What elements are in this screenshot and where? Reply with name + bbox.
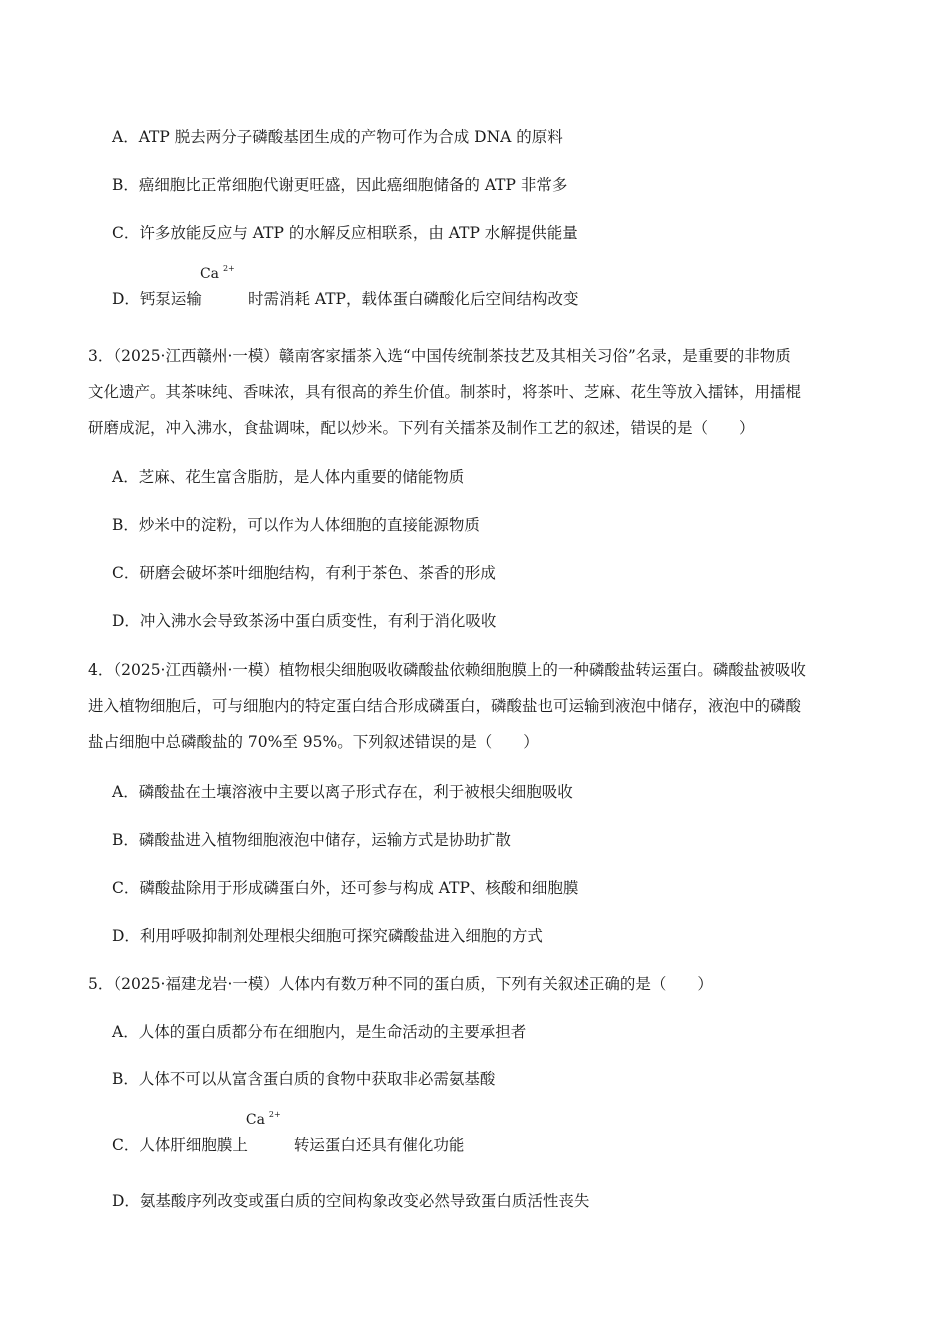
calcium-charge: 2+: [268, 1110, 281, 1119]
question-4-line-3: 盐占细胞中总磷酸盐的 70%至 95%。下列叙述错误的是（ ）: [88, 733, 539, 751]
question-5-line-1: 5．（2025·福建龙岩·一模）人体内有数万种不同的蛋白质，下列有关叙述正确的是（ ）: [88, 975, 713, 993]
q5-option-b: B．人体不可以从富含蛋白质的食物中获取非必需氨基酸: [112, 1070, 496, 1088]
q5-option-d: D．氨基酸序列改变或蛋白质的空间构象改变必然导致蛋白质活性丧失: [112, 1192, 590, 1210]
question-3-stem: [88, 346, 863, 454]
question-3-line-1: 3．（2025·江西赣州·一模）赣南客家擂茶入选“中国传统制茶技艺及其相关习俗”名录，是重要的非物质: [88, 347, 791, 365]
q2-option-d: [112, 264, 579, 309]
question-4-line-1: 4．（2025·江西赣州·一模）植物根尖细胞吸收磷酸盐依赖细胞膜上的一种磷酸盐转运蛋白。磷酸盐被吸收: [88, 661, 806, 679]
q3-option-d: D．冲入沸水会导致茶汤中蛋白质变性，有利于消化吸收: [112, 612, 497, 630]
q3-option-c: C．研磨会破坏茶叶细胞结构，有利于茶色、茶香的形成: [112, 564, 496, 582]
q2-option-d-suffix: 时需消耗 ATP，载体蛋白磷酸化后空间结构改变: [247, 290, 579, 308]
q2-option-d-prefix: D．钙泵运输: [112, 290, 202, 308]
q4-option-b: B．磷酸盐进入植物细胞液泡中储存，运输方式是协助扩散: [112, 831, 511, 849]
calcium-symbol: Ca: [199, 266, 219, 282]
q3-option-a: A．芝麻、花生富含脂肪，是人体内重要的储能物质: [112, 468, 465, 486]
calcium-charge: 2+: [222, 264, 235, 273]
q5-option-a: A．人体的蛋白质都分布在细胞内，是生命活动的主要承担者: [112, 1023, 527, 1041]
question-3-line-2: 文化遗产。其茶味纯、香味浓，具有很高的养生价值。制茶时，将茶叶、芝麻、花生等放入擂钵，用擂棍: [88, 383, 802, 401]
question-5-stem: [88, 974, 863, 1010]
q2-option-a: A．ATP 脱去两分子磷酸基团生成的产物可作为合成 DNA 的原料: [112, 128, 563, 146]
q5-option-c: [112, 1110, 465, 1155]
q4-option-d: D．利用呼吸抑制剂处理根尖细胞可探究磷酸盐进入细胞的方式: [112, 927, 543, 945]
calcium-ion-formula: [245, 1110, 294, 1150]
question-4-line-2: 进入植物细胞后，可与细胞内的特定蛋白结合形成磷蛋白，磷酸盐也可运输到液泡中储存，液泡中的磷酸: [88, 697, 802, 715]
question-3-line-3: 研磨成泥，冲入沸水，食盐调味，配以炒米。下列有关擂茶及制作工艺的叙述，错误的是（ ）: [88, 419, 755, 437]
q2-option-c: C．许多放能反应与 ATP 的水解反应相联系，由 ATP 水解提供能量: [112, 224, 578, 242]
q2-option-b: B．癌细胞比正常细胞代谢更旺盛，因此癌细胞储备的 ATP 非常多: [112, 176, 568, 194]
q4-option-a: A．磷酸盐在土壤溶液中主要以离子形式存在，利于被根尖细胞吸收: [112, 783, 573, 801]
q5-option-c-suffix: 转运蛋白还具有催化功能: [293, 1136, 465, 1154]
calcium-symbol: Ca: [245, 1112, 265, 1128]
question-4-stem: [88, 660, 863, 768]
q5-option-c-prefix: C．人体肝细胞膜上: [112, 1136, 248, 1154]
q4-option-c: C．磷酸盐除用于形成磷蛋白外，还可参与构成 ATP、核酸和细胞膜: [112, 879, 579, 897]
calcium-ion-formula: [199, 264, 248, 304]
q3-option-b: B．炒米中的淀粉，可以作为人体细胞的直接能源物质: [112, 516, 480, 534]
